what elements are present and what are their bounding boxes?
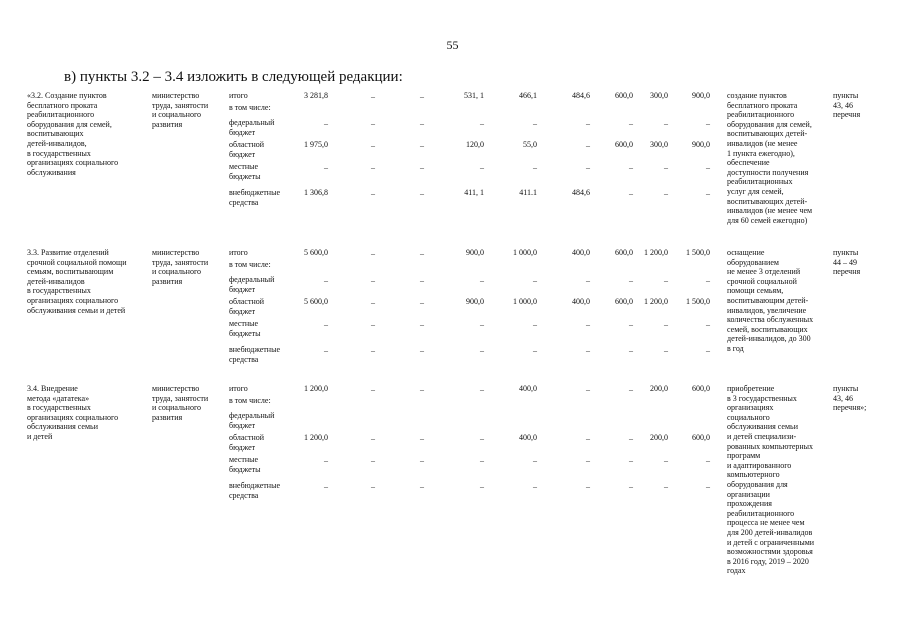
funding-source: областной бюджет [229,297,265,316]
table-cell: – [664,189,668,198]
table-cell: – [324,320,328,329]
table-cell: – [480,456,484,465]
table-cell: – [629,385,633,394]
table-cell: – [586,163,590,172]
table-cell: – [324,346,328,355]
table-cell: – [480,276,484,285]
table-cell: – [586,346,590,355]
table-cell: 400,0 [519,433,537,442]
table-cell: 400,0 [519,384,537,393]
table-cell: – [324,482,328,491]
executor: министерство труда, занятости и социального развития [152,248,209,286]
executor: министерство труда, занятости и социального развития [152,384,209,422]
table-cell: 484,6 [572,91,590,100]
table-cell: – [420,249,424,258]
table-cell: 531, 1 [464,91,484,100]
table-cell: – [371,119,375,128]
expected-result: оснащение оборудованием не менее 3 отделений срочной социальной помощи семьям, воспитывающим детей- инвалидов, увеличение количества обслуженных семей, воспитывающих детей-инвалидов, до 300 в год [727,248,814,353]
table-cell: 200,0 [650,433,668,442]
table-cell: – [629,119,633,128]
table-cell: – [586,276,590,285]
table-cell: 5 600,0 [304,297,328,306]
table-cell: 600,0 [692,384,710,393]
table-cell: – [533,456,537,465]
table-cell: – [586,434,590,443]
table-cell: 466,1 [519,91,537,100]
table-cell: 1 200,0 [644,297,668,306]
table-cell: 1 000,0 [513,297,537,306]
table-cell: – [586,141,590,150]
funding-source: внебюджетные средства [229,481,280,500]
measure-name: 3.4. Внедрение метода «дататека» в государственных организациях социального обслуживания семьи и детей [27,384,119,441]
funding-source: федеральный бюджет [229,275,275,294]
table-cell: 1 500,0 [686,248,710,257]
table-cell: – [664,163,668,172]
table-cell: – [664,320,668,329]
funding-source: внебюджетные средства [229,345,280,364]
table-cell: – [664,482,668,491]
table-cell: 1 200,0 [644,248,668,257]
table-cell: – [629,346,633,355]
table-cell: – [629,482,633,491]
table-cell: – [586,385,590,394]
table-cell: 484,6 [572,188,590,197]
table-cell: – [371,189,375,198]
table-cell: – [420,119,424,128]
funding-source: внебюджетные средства [229,188,280,207]
table-cell: – [480,320,484,329]
table-cell: 600,0 [615,297,633,306]
table-cell: 1 000,0 [513,248,537,257]
table-cell: – [371,320,375,329]
expected-result: приобретение в 3 государственных организациях социального обслуживания семьи и детей специализи- рованных компьютерных программ и адаптированного компьютерного оборудования для организации прохождения реабилитационного процесса не менее чем для 200 детей-инвалидов и детей с ограниченными возможностями здоровья в 2016 году, 2019 – 2020 годах [727,384,815,576]
table-cell: – [586,482,590,491]
funding-source: федеральный бюджет [229,411,275,430]
table-cell: 400,0 [572,297,590,306]
table-cell: – [324,456,328,465]
table-cell: 300,0 [650,140,668,149]
table-cell: 1 200,0 [304,384,328,393]
table-cell: 411, 1 [464,188,484,197]
table-cell: 411.1 [519,188,537,197]
table-cell: 900,0 [466,248,484,257]
expected-result: создание пунктов бесплатного проката реабилитационного оборудования для семей, воспитывающих детей- инвалидов (не менее 1 пункта ежегодно), обеспечение доступности получения реабилитационных услуг для семей, воспитывающих детей- инвалидов (не менее чем для 60 семей ежегодно) [727,91,813,225]
table-cell: – [706,320,710,329]
table-cell: – [629,189,633,198]
table-cell: – [664,119,668,128]
table-cell: – [324,163,328,172]
table-cell: – [706,276,710,285]
reference: пункты 43, 46 перечня [833,91,861,120]
table-cell: – [629,320,633,329]
table-cell: – [480,482,484,491]
table-cell: – [664,346,668,355]
table-cell: – [664,456,668,465]
table-cell: 300,0 [650,91,668,100]
table-cell: 600,0 [615,140,633,149]
table-cell: – [533,320,537,329]
table-cell: – [371,163,375,172]
funding-source: местные бюджеты [229,319,261,338]
funding-source: в том числе: [229,103,271,112]
table-cell: – [586,119,590,128]
table-cell: – [324,276,328,285]
reference: пункты 43, 46 перечня»; [833,384,867,413]
table-cell: – [533,119,537,128]
executor: министерство труда, занятости и социального развития [152,91,209,129]
measure-name: «3.2. Создание пунктов бесплатного проката реабилитационного оборудования для семей, воспитывающих детей-инвалидов, в государственных организациях социального обслуживания [27,91,119,177]
funding-source: в том числе: [229,396,271,405]
table-cell: – [706,456,710,465]
table-cell: – [371,141,375,150]
table-cell: – [533,346,537,355]
table-cell: 120,0 [466,140,484,149]
table-cell: – [706,163,710,172]
table-cell: – [706,119,710,128]
table-cell: – [324,119,328,128]
funding-source: областной бюджет [229,433,265,452]
funding-source: местные бюджеты [229,455,261,474]
funding-source: итого [229,91,248,100]
table-cell: 200,0 [650,384,668,393]
table-cell: – [420,320,424,329]
table-cell: 3 281,8 [304,91,328,100]
table-cell: 1 306,8 [304,188,328,197]
table-cell: – [420,456,424,465]
reference: пункты 44 – 49 перечня [833,248,861,277]
table-cell: – [533,276,537,285]
table-cell: – [629,456,633,465]
funding-source: местные бюджеты [229,162,261,181]
measure-name: 3.3. Развитие отделений срочной социальной помощи семьям, воспитывающим детей-инвалидов в государственных организациях социального обслуживания семьи и детей [27,248,127,315]
table-cell: – [586,456,590,465]
table-cell: – [533,163,537,172]
table-cell: – [371,298,375,307]
table-cell: – [420,434,424,443]
table-cell: – [420,276,424,285]
table-cell: – [420,385,424,394]
table-cell: – [371,456,375,465]
table-cell: – [480,385,484,394]
table-cell: – [706,482,710,491]
table-cell: – [629,276,633,285]
page-number: 55 [446,38,459,52]
funding-source: итого [229,384,248,393]
table-cell: – [371,434,375,443]
table-cell: – [420,482,424,491]
table-cell: 600,0 [615,248,633,257]
table-cell: – [480,163,484,172]
table-cell: – [480,119,484,128]
table-cell: – [371,249,375,258]
table-cell: – [480,434,484,443]
table-cell: – [664,276,668,285]
table-cell: – [706,189,710,198]
table-cell: – [420,141,424,150]
table-cell: 1 200,0 [304,433,328,442]
table-cell: 900,0 [692,91,710,100]
table-cell: – [420,298,424,307]
funding-source: областной бюджет [229,140,265,159]
table-cell: – [420,92,424,101]
table-cell: – [371,276,375,285]
table-cell: 1 500,0 [686,297,710,306]
table-cell: – [586,320,590,329]
table-cell: – [629,163,633,172]
table-cell: – [420,346,424,355]
table-cell: 1 975,0 [304,140,328,149]
table-cell: – [371,92,375,101]
table-cell: – [480,346,484,355]
table-cell: 600,0 [692,433,710,442]
table-cell: 600,0 [615,91,633,100]
table-cell: 55,0 [523,140,537,149]
funding-source: итого [229,248,248,257]
table-cell: – [420,163,424,172]
table-cell: – [371,346,375,355]
funding-source: в том числе: [229,260,271,269]
section-heading: в) пункты 3.2 – 3.4 изложить в следующей редакции: [64,69,403,85]
table-cell: 900,0 [692,140,710,149]
table-cell: 900,0 [466,297,484,306]
table-cell: – [706,346,710,355]
table-cell: 5 600,0 [304,248,328,257]
table-cell: – [629,434,633,443]
table-cell: – [371,385,375,394]
funding-source: федеральный бюджет [229,118,275,137]
table-cell: – [420,189,424,198]
table-cell: – [371,482,375,491]
table-cell: 400,0 [572,248,590,257]
table-cell: – [533,482,537,491]
